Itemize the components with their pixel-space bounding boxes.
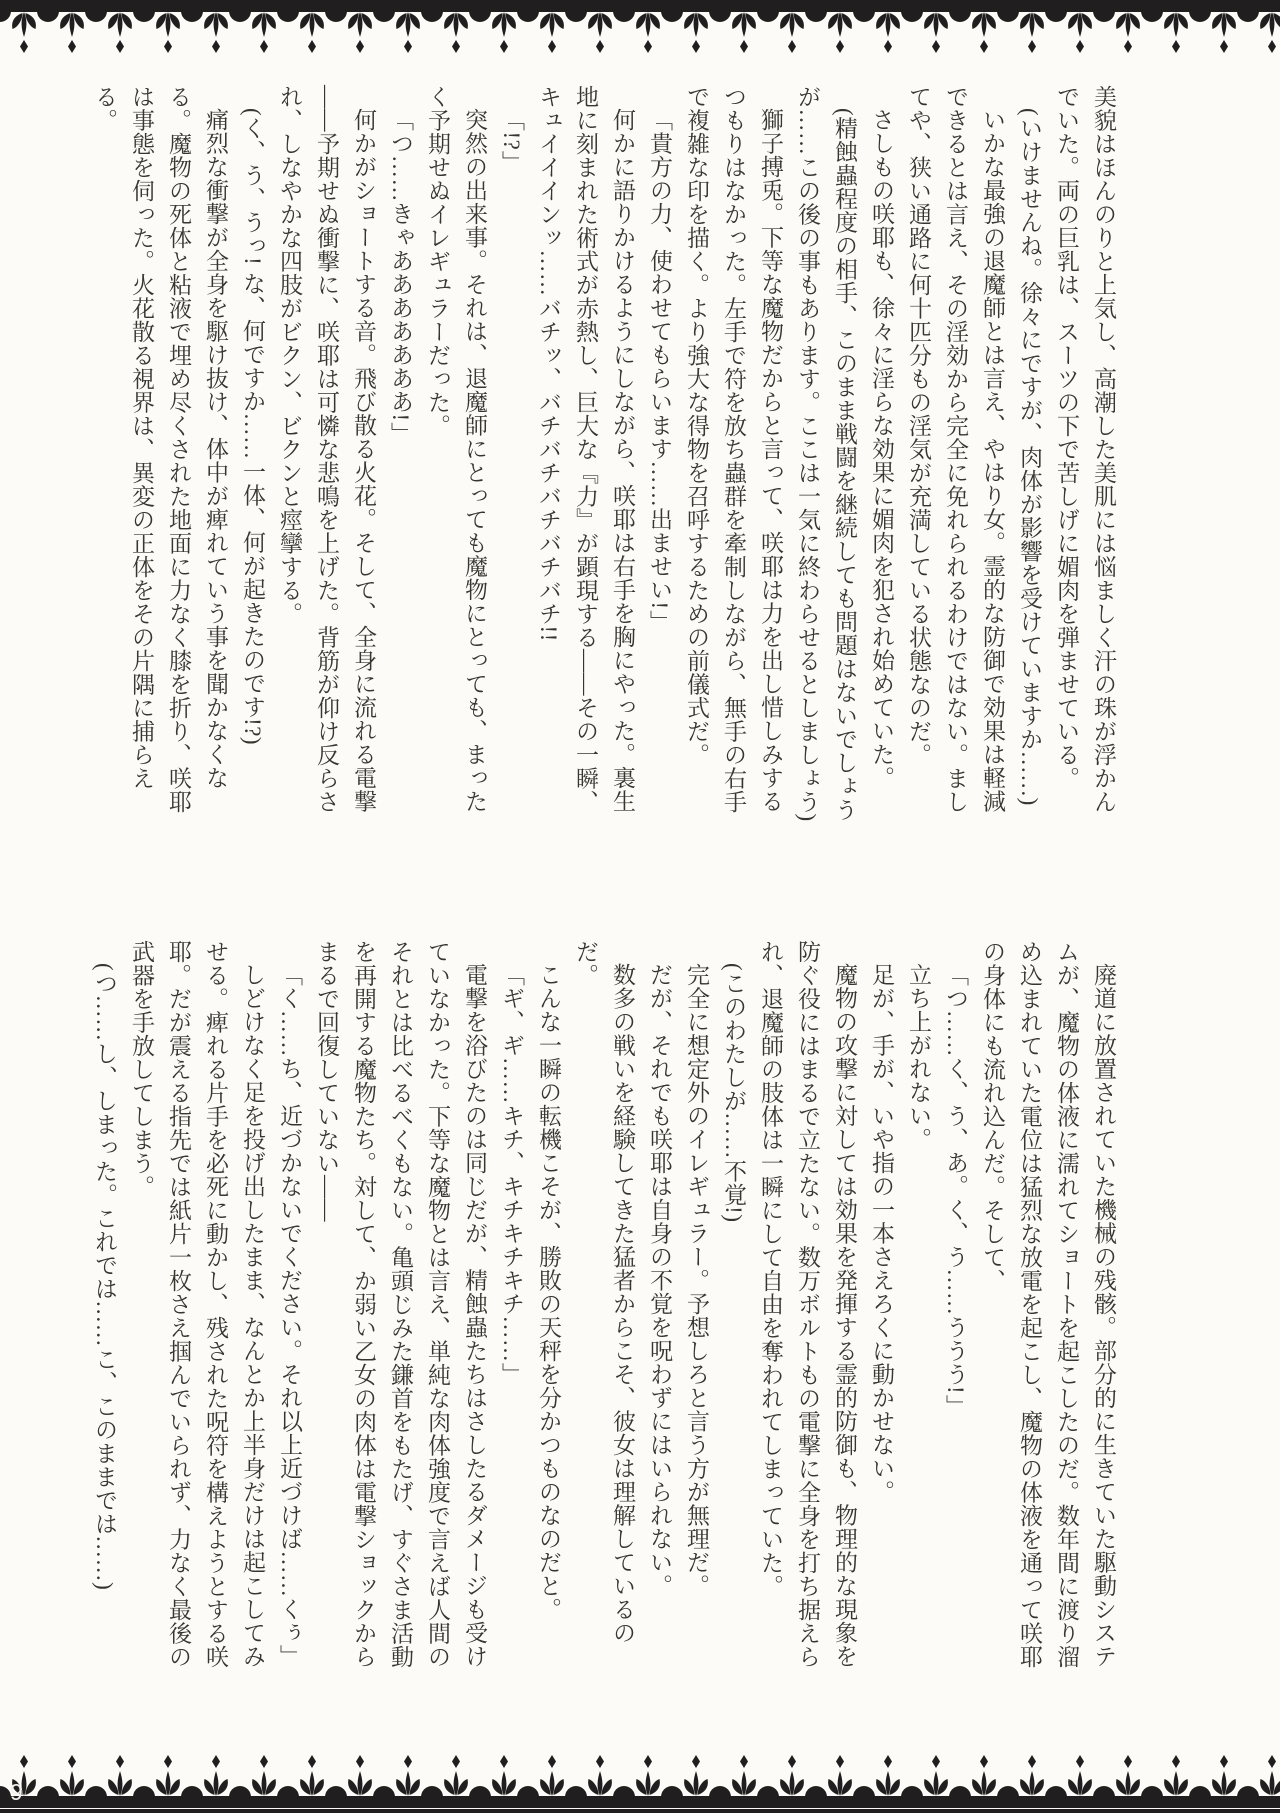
bottom-edge-line bbox=[0, 1809, 1280, 1813]
paragraph: だが、それでも咲耶は自身の不覚を呪わずにはいられない。 bbox=[647, 963, 672, 1598]
paragraph: 美貌はほんのりと上気し、高潮した美肌には悩ましく汗の珠が浮かんでいた。両の巨乳は、スーツの下で苦しげに媚肉を弾ませている。 bbox=[1054, 85, 1116, 814]
paragraph: 「つ……きゃあああああああ!」 bbox=[388, 108, 413, 446]
paragraph: 魔物の攻撃に対しては効果を発揮する霊的防御も、物理的な現象を防ぐ役にはまるで立たない。数万ボルトもの電撃に全身を打ち据えられ、退魔師の肢体は一瞬にして自由を奪われてしまっていた。 bbox=[758, 940, 857, 1669]
paragraph: キュイイインッ……バチッ、バチバチバチバチバチ!! bbox=[536, 85, 561, 642]
paragraph: 「!?」 bbox=[499, 108, 524, 174]
paragraph: 「貴方の力、使わせてもらいます……出ませい!」 bbox=[647, 108, 672, 634]
paragraph: (つ……し、しまった。これでは……こ、このままでは……) bbox=[92, 963, 117, 1591]
top-border-ornament bbox=[0, 0, 1280, 54]
paragraph: 「つ……く、う、あ。く、う……ううう!」 bbox=[943, 963, 968, 1418]
paragraph: 足が、手が、いや指の一本さえろくに動かせない。 bbox=[869, 963, 894, 1504]
paragraph: (精蝕蟲程度の相手、このまま戦闘を継続しても問題はないでしょうが……この後の事もあります。ここは一気に終わらせるとしましょう) bbox=[795, 85, 857, 822]
paragraph: 痛烈な衝撃が全身を駆け抜け、体中が痺れていう事を聞かなくなる。魔物の死体と粘液で埋め尽くされた地面に力なく膝を折り、咲耶は事態を伺った。火花散る視界は、異変の正体をその片隅に捕らえる。 bbox=[92, 85, 228, 814]
paragraph: 完全に想定外のイレギュラー。予想しろと言う方が無理だ。 bbox=[684, 963, 709, 1598]
paragraph: さしもの咲耶も、徐々に淫らな効果に媚肉を犯され始めていた。 bbox=[869, 108, 894, 790]
paragraph: こんな一瞬の転機こそが、勝敗の天秤を分かつものなのだと。 bbox=[536, 963, 561, 1621]
paragraph: 何かがショートする音。飛び散る火花。そして、全身に流れる電撃——予期せぬ衝撃に、咲耶は可憐な悲鳴を上げた。背筋が仰け反らされ、しなやかな四肢がビクン、ビクンと痙攣する。 bbox=[277, 85, 376, 814]
paragraph: 数多の戦いを経験してきた猛者からこそ、彼女は理解しているのだ。 bbox=[573, 940, 635, 1645]
paragraph: 電撃を浴びたのは同じだが、精蝕蟲たちはさしたるダメージも受けていなかった。下等な魔物とは言え、単純な肉体強度で言えば人間のそれとは比べるべくもない。亀頭じみた鎌首をもたげ、すぐさま活動を再開する魔物たち。対して、か弱い乙女の肉体は電撃ショックからまるで回復していない—— bbox=[314, 940, 487, 1669]
paragraph: 廃道に放置されていた機械の残骸。部分的に生きていた駆動システムが、魔物の体液に濡れてショートを起こしたのだ。数年間に渡り溜め込まれていた電位は猛烈な放電を起こし、魔物の体液を通って咲耶の身体にも流れ込んだ。そして、 bbox=[980, 940, 1116, 1669]
paragraph: (く、う、うっ! な、何ですか……一体、何が起きたのです!?) bbox=[240, 108, 265, 746]
paragraph: いかな最強の退魔師とは言え、やはり女。霊的な防御で効果は軽減できるとは言え、その淫効から完全に免れられるわけではない。ましてや、狭い通路に何十匹分もの淫気が充満している状態なのだ。 bbox=[906, 85, 1005, 814]
lower-text-block bbox=[62, 940, 1122, 1685]
paragraph: しどけなく足を投げ出したまま、なんとか上半身だけは起こしてみせる。痺れる片手を必死に動かし、残された呪符を構えようとする咲耶。だが震える指先では紙片一枚さえ掴んでいられず、力なく最後の武器を手放してしまう。 bbox=[129, 940, 265, 1669]
paragraph: 突然の出来事。それは、退魔師にとっても魔物にとっても、まったく予期せぬイレギュラーだった。 bbox=[425, 85, 487, 813]
paragraph: (このわたしが……不覚!) bbox=[721, 963, 746, 1223]
bottom-border-ornament bbox=[0, 1754, 1280, 1808]
page-number: 9 bbox=[10, 1779, 23, 1805]
paragraph: 立ち上がれない。 bbox=[906, 963, 931, 1151]
paragraph: 「く……ち、近づかないでください。それ以上近づけば……くぅ」 bbox=[277, 963, 302, 1668]
paragraph: (いけませんね。徐々にですが、肉体が影響を受けていますか……) bbox=[1017, 108, 1042, 806]
paragraph: 獅子搏兎。下等な魔物だからと言って、咲耶は力を出し惜しみするつもりはなかった。左手で符を放ち蟲群を牽制しながら、無手の右手で複雑な印を描く。より強大な得物を召呼するための前儀式だ。 bbox=[684, 85, 783, 814]
paragraph: 「ギ、ギ……キチ、キチキチキチ……」 bbox=[499, 963, 524, 1386]
upper-text-block bbox=[62, 85, 1122, 830]
paragraph: 何かに語りかけるようにしながら、咲耶は右手を胸にやった。裏生地に刻まれた術式が赤熱し、巨大な『力』が顕現する——その一瞬、 bbox=[573, 85, 635, 814]
